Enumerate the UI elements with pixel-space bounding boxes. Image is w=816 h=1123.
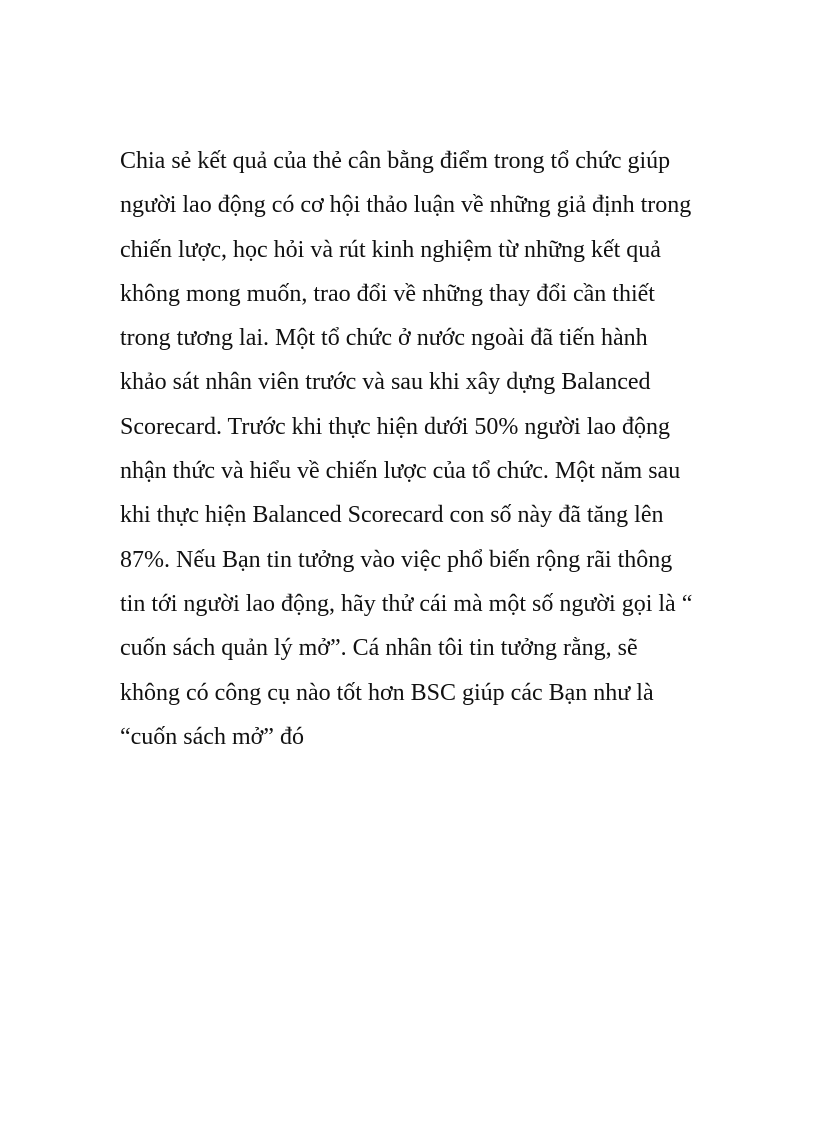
text-line-2: người lao động có cơ hội thảo luận về những giả định trong [120,192,692,219]
text-line-8: nhận thức và hiểu về chiến lược của tổ chức. Một năm sau [120,458,681,485]
text-line-13: không có công cụ nào tốt hơn BSC giúp các Bạn như là [120,679,654,706]
text-line-11: tin tới người lao động, hãy thử cái mà một số người gọi là “ [120,590,693,617]
text-line-4: không mong muốn, trao đổi về những thay đổi cần thiết [120,280,655,307]
text-line-10: 87%. Nếu Bạn tin tưởng vào việc phổ biến rộng rãi thông [120,546,673,573]
text-line-5: trong tương lai. Một tổ chức ở nước ngoài đã tiến hành [120,325,648,352]
text-line-9: khi thực hiện Balanced Scorecard con số này đã tăng lên [120,502,664,529]
text-line-7: Scorecard. Trước khi thực hiện dưới 50% người lao động [120,413,671,440]
text-line-3: chiến lược, học hỏi và rút kinh nghiệm từ những kết quả [120,236,661,263]
text-line-12: cuốn sách quản lý mở”. Cá nhân tôi tin tưởng rằng, sẽ [120,635,638,662]
body-paragraph [120,142,720,762]
text-line-6: khảo sát nhân viên trước và sau khi xây dựng Balanced [120,369,651,396]
text-line-14: “cuốn sách mở” đó [120,723,304,750]
text-line-1: Chia sẻ kết quả của thẻ cân bằng điểm trong tổ chức giúp [120,148,671,174]
